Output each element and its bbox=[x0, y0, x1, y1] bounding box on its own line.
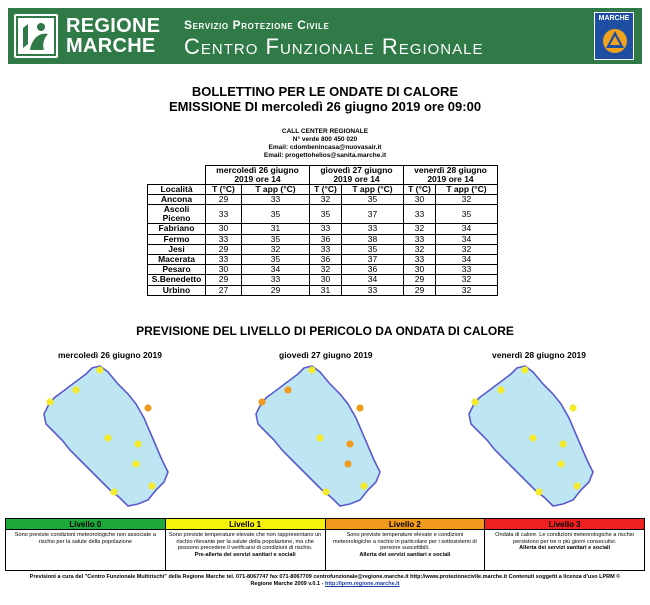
temperature-cell: 27 bbox=[206, 285, 242, 295]
table-row bbox=[148, 275, 498, 285]
hazard-level-dot bbox=[46, 398, 53, 405]
temperature-cell: 32 bbox=[310, 195, 342, 205]
level-2-desc-bold: Allerta dei servizi sanitari e sociali bbox=[359, 551, 451, 558]
temperature-cell: 33 bbox=[242, 275, 310, 285]
temperature-cell: 32 bbox=[404, 244, 436, 254]
level-1-desc bbox=[166, 530, 325, 570]
temperature-cell: 30 bbox=[206, 265, 242, 275]
temperature-cell: 33 bbox=[310, 244, 342, 254]
title-line1: BOLLETTINO PER LE ONDATE DI CALORE bbox=[191, 84, 459, 99]
day-header-3: venerdì 28 giugno 2019 ore 14 bbox=[404, 166, 498, 185]
hazard-level-dot bbox=[148, 482, 155, 489]
level-3 bbox=[485, 519, 644, 570]
temperature-cell: 29 bbox=[206, 275, 242, 285]
temperature-cell: 33 bbox=[404, 254, 436, 264]
levels-legend bbox=[5, 518, 645, 571]
regione-name bbox=[66, 16, 160, 56]
table-row bbox=[148, 205, 498, 224]
table-row bbox=[148, 265, 498, 275]
callcenter-email-1[interactable]: Email: cdombenincasa@nuovasair.it bbox=[268, 144, 382, 151]
hazard-level-dot bbox=[132, 460, 139, 467]
level-0-desc-text: Sono previste condizioni meteorologiche non associate a rischio per la salute della popolazione bbox=[14, 532, 156, 545]
callcenter-phone: N° verde 800 450 020 bbox=[292, 136, 358, 143]
hazard-level-dot bbox=[308, 366, 315, 373]
level-1-desc-text: Sono previste temperature elevate che non rappresentano un rischio rilevante per la salute della popolazione, ma che possono precedere il verificarsi di condizioni di rischio. bbox=[168, 532, 322, 551]
map-label-day3: venerdì 28 giugno 2019 bbox=[492, 350, 587, 360]
regione-line2: MARCHE bbox=[66, 35, 156, 57]
temperature-cell: 33 bbox=[242, 195, 310, 205]
temperature-cell: 32 bbox=[310, 265, 342, 275]
temperature-cell: 33 bbox=[206, 254, 242, 264]
hazard-level-dot bbox=[356, 404, 363, 411]
level-0 bbox=[6, 519, 166, 570]
temperature-cell: 33 bbox=[404, 205, 436, 224]
hazard-level-dot bbox=[497, 386, 504, 393]
level-0-header: Livello 0 bbox=[6, 519, 165, 530]
hazard-level-dot bbox=[529, 434, 536, 441]
hazard-level-dot bbox=[72, 386, 79, 393]
temperature-cell: 29 bbox=[404, 275, 436, 285]
servizio-label: Servizio Protezione Civile bbox=[184, 18, 330, 32]
localita-cell: Fermo bbox=[148, 234, 206, 244]
hazard-level-dot bbox=[104, 434, 111, 441]
temperature-cell: 33 bbox=[342, 285, 404, 295]
temperature-cell: 35 bbox=[242, 234, 310, 244]
localita-cell: Ancona bbox=[148, 195, 206, 205]
hazard-level-dot bbox=[573, 482, 580, 489]
temperature-cell: 36 bbox=[310, 254, 342, 264]
localita-cell: Fabriano bbox=[148, 224, 206, 234]
table-row bbox=[148, 224, 498, 234]
temperature-cell: 29 bbox=[206, 195, 242, 205]
temperature-cell: 29 bbox=[242, 285, 310, 295]
centro-label: Centro Funzionale Regionale bbox=[184, 34, 484, 59]
callcenter-line1: CALL CENTER REGIONALE bbox=[281, 128, 369, 135]
temperature-cell: 35 bbox=[436, 205, 498, 224]
table-row bbox=[148, 285, 498, 295]
col-tapp-day1: T app (°C) bbox=[242, 185, 310, 195]
temperature-cell: 35 bbox=[242, 205, 310, 224]
temperature-cell: 32 bbox=[242, 244, 310, 254]
col-t-day2: T (°C) bbox=[310, 185, 342, 195]
day-header-2: giovedì 27 giugno 2019 ore 14 bbox=[310, 166, 404, 185]
temperature-cell: 37 bbox=[342, 254, 404, 264]
level-3-desc bbox=[485, 530, 644, 570]
localita-cell: Ascoli Piceno bbox=[148, 205, 206, 224]
table-row bbox=[148, 234, 498, 244]
temperature-cell: 33 bbox=[206, 234, 242, 244]
hazard-level-dot bbox=[471, 398, 478, 405]
localita-cell: Urbino bbox=[148, 285, 206, 295]
temperature-cell: 34 bbox=[436, 234, 498, 244]
temperature-table bbox=[147, 165, 498, 296]
regione-marche-logo bbox=[14, 14, 58, 58]
map-label-day2: giovedì 27 giugno 2019 bbox=[279, 350, 373, 360]
temperature-cell: 32 bbox=[436, 285, 498, 295]
previsione-title: PREVISIONE DEL LIVELLO DI PERICOLO DA ONDATA DI CALORE bbox=[136, 324, 514, 338]
temperature-cell: 37 bbox=[342, 205, 404, 224]
table-row bbox=[148, 254, 498, 264]
pc-logo-text: MARCHE bbox=[598, 15, 630, 22]
map-day3 bbox=[465, 362, 605, 512]
temperature-cell: 35 bbox=[242, 254, 310, 264]
level-2-desc-text: Sono previste temperature elevate e condizioni meteorologiche a rischio in particolare per i sottosistemi di persone suscettibili. bbox=[333, 532, 477, 551]
localita-cell: S.Benedetto bbox=[148, 275, 206, 285]
col-tapp-day3: T app (°C) bbox=[436, 185, 498, 195]
level-3-desc-text: Ondata di calore. Le condizioni meteorologiche a rischio persistono per tre o più giorni consecutivi. bbox=[495, 532, 635, 545]
temperature-cell: 30 bbox=[206, 224, 242, 234]
temperature-cell: 32 bbox=[436, 195, 498, 205]
temperature-cell: 34 bbox=[242, 265, 310, 275]
level-2-header: Livello 2 bbox=[326, 519, 485, 530]
temperature-cell: 33 bbox=[310, 224, 342, 234]
hazard-level-dot bbox=[346, 440, 353, 447]
temperature-cell: 33 bbox=[206, 205, 242, 224]
level-1 bbox=[166, 519, 326, 570]
protezione-civile-logo bbox=[594, 12, 634, 60]
temperature-cell: 35 bbox=[342, 195, 404, 205]
header-banner bbox=[8, 8, 642, 64]
temperature-cell: 34 bbox=[342, 275, 404, 285]
protezione-civile-emblem-icon bbox=[601, 26, 629, 56]
temperature-cell: 32 bbox=[436, 275, 498, 285]
hazard-level-dot bbox=[344, 460, 351, 467]
hazard-level-dot bbox=[535, 488, 542, 495]
hazard-level-dot bbox=[569, 404, 576, 411]
localita-cell: Pesaro bbox=[148, 265, 206, 275]
hazard-level-dot bbox=[559, 440, 566, 447]
col-tapp-day2: T app (°C) bbox=[342, 185, 404, 195]
temperature-cell: 35 bbox=[342, 244, 404, 254]
hazard-level-dot bbox=[96, 366, 103, 373]
temperature-cell: 35 bbox=[310, 205, 342, 224]
hazard-level-dot bbox=[144, 404, 151, 411]
hazard-level-dot bbox=[316, 434, 323, 441]
level-1-header: Livello 1 bbox=[166, 519, 325, 530]
temperature-cell: 33 bbox=[404, 234, 436, 244]
localita-cell: Jesi bbox=[148, 244, 206, 254]
callcenter-info bbox=[0, 128, 650, 160]
level-0-desc bbox=[6, 530, 165, 570]
footer-line1: Previsioni a cura del "Centro Funzionale Multirischi" della Regione Marche tel. 071-8067747 fax 071-8067709 centrofunzionale@regione.marche.it http://www.protezionecivile.marche.it Contenuti soggetti a licenza d'uso LPRM © bbox=[29, 574, 621, 580]
level-3-header: Livello 3 bbox=[485, 519, 644, 530]
regione-line1: REGIONE bbox=[66, 15, 161, 37]
temperature-cell: 36 bbox=[310, 234, 342, 244]
temperature-cell: 29 bbox=[206, 244, 242, 254]
temperature-cell: 31 bbox=[242, 224, 310, 234]
col-t-day3: T (°C) bbox=[404, 185, 436, 195]
callcenter-email-2[interactable]: Email: progettohelios@sanita.marche.it bbox=[263, 152, 387, 159]
temperature-cell: 33 bbox=[342, 224, 404, 234]
localita-cell: Macerata bbox=[148, 254, 206, 264]
hazard-level-dot bbox=[110, 488, 117, 495]
table-corner bbox=[148, 166, 206, 185]
level-1-desc-bold: Pre-allerta dei servizi sanitari e sociali bbox=[194, 551, 296, 558]
hazard-level-dot bbox=[360, 482, 367, 489]
footer-license-link[interactable]: http://lprm.regione.marche.it bbox=[324, 581, 400, 587]
temperature-cell: 30 bbox=[404, 265, 436, 275]
footer-line2 bbox=[6, 581, 644, 588]
map-day1 bbox=[40, 362, 180, 512]
map-day2 bbox=[252, 362, 392, 512]
temperature-cell: 32 bbox=[436, 244, 498, 254]
level-2 bbox=[326, 519, 486, 570]
hazard-level-dot bbox=[322, 488, 329, 495]
temperature-cell: 34 bbox=[436, 224, 498, 234]
hazard-level-dot bbox=[557, 460, 564, 467]
bulletin-title bbox=[0, 84, 650, 114]
temperature-cell: 34 bbox=[436, 254, 498, 264]
footer-line2-text: Regione Marche 2009 v.0.1 - bbox=[250, 581, 324, 587]
map-label-day1: mercoledì 26 giugno 2019 bbox=[58, 350, 162, 360]
temperature-cell: 30 bbox=[310, 275, 342, 285]
hazard-level-dot bbox=[258, 398, 265, 405]
footer bbox=[6, 574, 644, 588]
day-header-1: mercoledì 26 giugno 2019 ore 14 bbox=[206, 166, 310, 185]
hazard-level-dot bbox=[284, 386, 291, 393]
temperature-cell: 31 bbox=[310, 285, 342, 295]
level-3-desc-bold: Allerta dei servizi sanitari e sociali bbox=[519, 545, 611, 551]
hazard-level-dot bbox=[521, 366, 528, 373]
temperature-cell: 29 bbox=[404, 285, 436, 295]
col-t-day1: T (°C) bbox=[206, 185, 242, 195]
temperature-cell: 38 bbox=[342, 234, 404, 244]
table-row bbox=[148, 195, 498, 205]
hazard-level-dot bbox=[134, 440, 141, 447]
temperature-cell: 32 bbox=[404, 224, 436, 234]
localita-header: Località bbox=[148, 185, 206, 195]
temperature-cell: 33 bbox=[436, 265, 498, 275]
table-row bbox=[148, 244, 498, 254]
level-2-desc bbox=[326, 530, 485, 570]
temperature-cell: 36 bbox=[342, 265, 404, 275]
title-line2: EMISSIONE DI mercoledì 26 giugno 2019 ore 09:00 bbox=[168, 99, 482, 114]
temperature-cell: 30 bbox=[404, 195, 436, 205]
